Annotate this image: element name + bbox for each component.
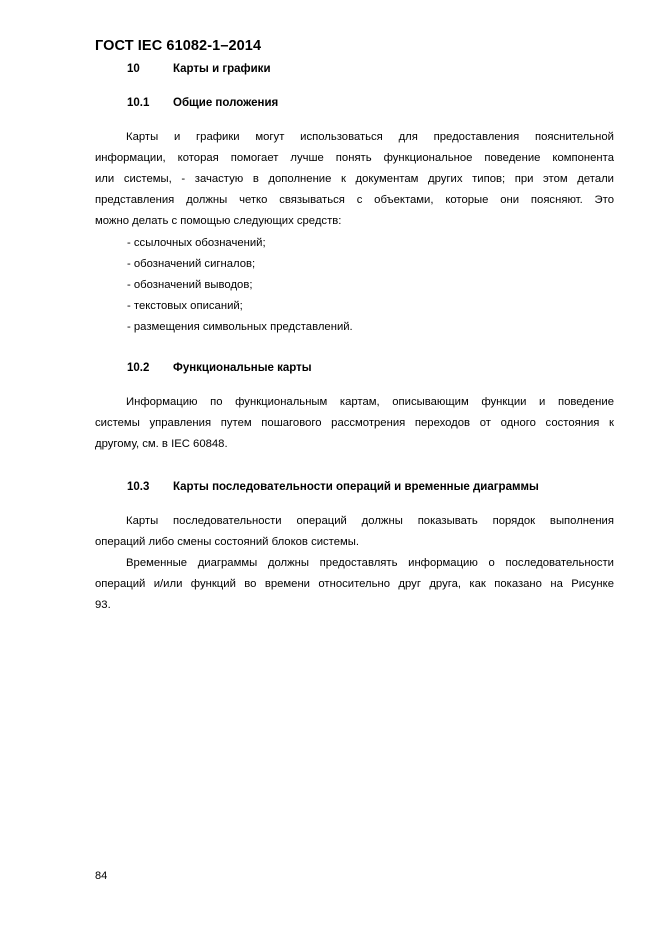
- paragraph-timing-diagrams: [95, 553, 614, 616]
- text-line: информации, которая помогает лучше понять функциональное поведение компонента: [95, 152, 614, 164]
- text-line: или системы, - зачастую в дополнение к документам других типов; при этом детали: [95, 173, 614, 185]
- section-number: 10.2: [127, 362, 150, 374]
- section-number: 10.1: [127, 97, 150, 109]
- text-line: операций либо смены состояний блоков системы.: [95, 536, 360, 548]
- section-number: 10.3: [127, 481, 150, 493]
- text-line: можно делать с помощью следующих средств:: [95, 215, 342, 227]
- list-item: - ссылочных обозначений;: [127, 237, 266, 249]
- section-heading-10-3: [127, 481, 539, 493]
- list-item: - размещения символьных представлений.: [127, 321, 353, 333]
- section-heading-10-1: [127, 97, 278, 109]
- text-line: 93.: [95, 599, 111, 611]
- text-line: другому, см. в IEC 60848.: [95, 438, 228, 450]
- section-title: Общие положения: [173, 97, 279, 109]
- means-list: [127, 233, 353, 338]
- section-title: Карты и графики: [173, 63, 271, 75]
- section-title: Функциональные карты: [173, 362, 312, 374]
- section-heading-10: [127, 63, 271, 75]
- list-item: - текстовых описаний;: [127, 300, 243, 312]
- paragraph-functional-charts: [95, 392, 614, 455]
- text-line: представления должны четко связываться с объектами, которые они поясняют. Это: [95, 194, 614, 206]
- text-line: Карты и графики могут использоваться для предоставления пояснительной: [126, 131, 614, 143]
- text-line: Информацию по функциональным картам, описывающим функции и поведение: [126, 396, 614, 408]
- text-line: операций и/или функций во времени относительно друг друга, как показано на Рисунке: [95, 578, 614, 590]
- section-number: 10: [127, 63, 140, 75]
- text-line: Карты последовательности операций должны показывать порядок выполнения: [126, 515, 614, 527]
- text-line: системы управления путем пошагового рассмотрения переходов от одного состояния к: [95, 417, 614, 429]
- document-code: ГОСТ IEC 61082-1–2014: [95, 38, 262, 54]
- paragraph-sequence-charts: [95, 511, 614, 553]
- section-title: Карты последовательности операций и временные диаграммы: [173, 481, 539, 493]
- list-item: - обозначений сигналов;: [127, 258, 256, 270]
- list-item: - обозначений выводов;: [127, 279, 253, 291]
- text-line: Временные диаграммы должны предоставлять информацию о последовательности: [126, 557, 614, 569]
- page-number: 84: [95, 870, 108, 882]
- paragraph-general: [95, 127, 614, 232]
- section-heading-10-2: [127, 362, 312, 374]
